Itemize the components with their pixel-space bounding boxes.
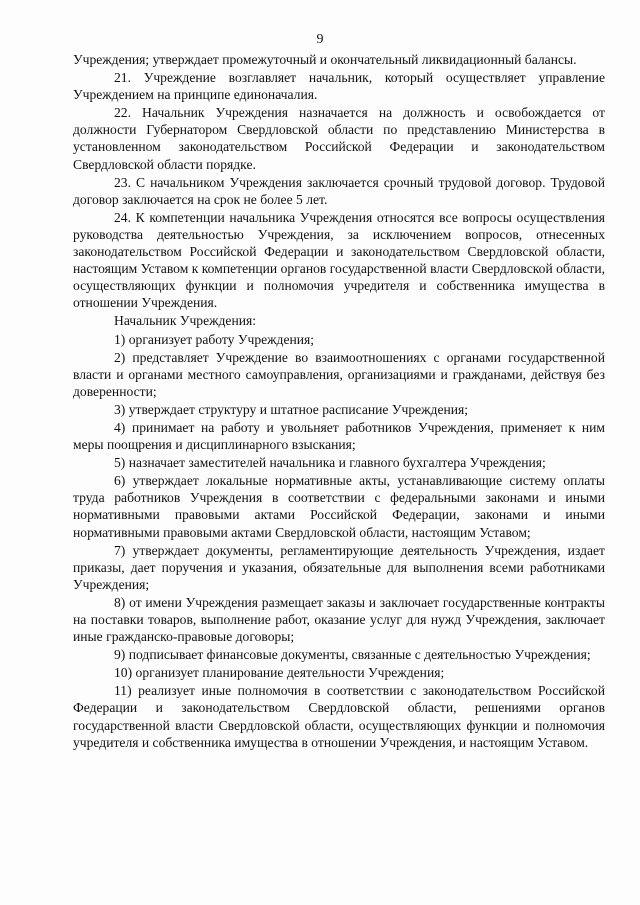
paragraph: 10) организует планирование деятельности Учреждения;: [114, 665, 445, 681]
paragraph: 22. Начальник Учреждения назначается на должность и освобождается от должности Губернатором Свердловской области по представлению Министерства в установленном законодательством Российской Федерации и законодательством Свердловской области порядке.: [73, 105, 605, 172]
page-number: 9: [316, 32, 324, 47]
paragraph: 23. С начальником Учреждения заключается срочный трудовой договор. Трудовой договор заключается на срок не более 5 лет.: [73, 174, 605, 207]
paragraph: 2) представляет Учреждение во взаимоотношениях с органами государственной власти и органами местного самоуправления, организациями и гражданами, действуя без доверенности;: [73, 349, 605, 399]
paragraph: 3) утверждает структуру и штатное расписание Учреждения;: [114, 401, 469, 417]
paragraph: 24. К компетенции начальника Учреждения относятся все вопросы осуществления руководства деятельностью Учреждения, за исключением вопросов, отнесенных законодательством Российской Федерации и законодательством Свердловской области, настоящим Уставом к компетенции органов государственной власти Свердловской области, осуществляющих функции и полномочия учредителя и собственника имущества в отношении Учреждения.: [73, 209, 605, 311]
paragraph: 7) утверждает документы, регламентирующие деятельность Учреждения, издает приказы, дает поручения и указания, обязательные для выполнения всеми работниками Учреждения;: [73, 542, 605, 592]
paragraph: Начальник Учреждения:: [114, 313, 257, 329]
document-body: [73, 51, 605, 752]
paragraph: 9) подписывает финансовые документы, связанные с деятельностью Учреждения;: [114, 647, 591, 663]
paragraph: 5) назначает заместителей начальника и главного бухгалтера Учреждения;: [114, 455, 546, 471]
paragraph: 1) организует работу Учреждения;: [114, 331, 315, 347]
paragraph: 6) утверждает локальные нормативные акты, устанавливающие систему оплаты труда работников Учреждения в соответствии с федеральными законами и иными нормативными правовыми актами Российской Федерации, законами и иными нормативными правовыми актами Свердловской области, настоящим Уставом;: [73, 473, 605, 540]
paragraph: 21. Учреждение возглавляет начальник, который осуществляет управление Учреждением на принципе единоначалия.: [73, 70, 605, 103]
paragraph: 8) от имени Учреждения размещает заказы и заключает государственные контракты на поставки товаров, выполнение работ, оказание услуг для нужд Учреждения, заключает иные гражданско-правовые договоры;: [73, 594, 605, 645]
paragraph: Учреждения; утверждает промежуточный и окончательный ликвидационный балансы.: [73, 52, 577, 67]
paragraph: 11) реализует иные полномочия в соответствии с законодательством Российской Федерации и законодательством Свердловской области, решениями органов государственной власти Свердловской области, осуществляющих функции и полномочия учредителя и собственника имущества в отношении Учреждения, и настоящим Уставом.: [73, 683, 605, 750]
paragraph: 4) принимает на работу и увольняет работников Учреждения, применяет к ним меры поощрения и дисциплинарного взыскания;: [73, 419, 605, 453]
